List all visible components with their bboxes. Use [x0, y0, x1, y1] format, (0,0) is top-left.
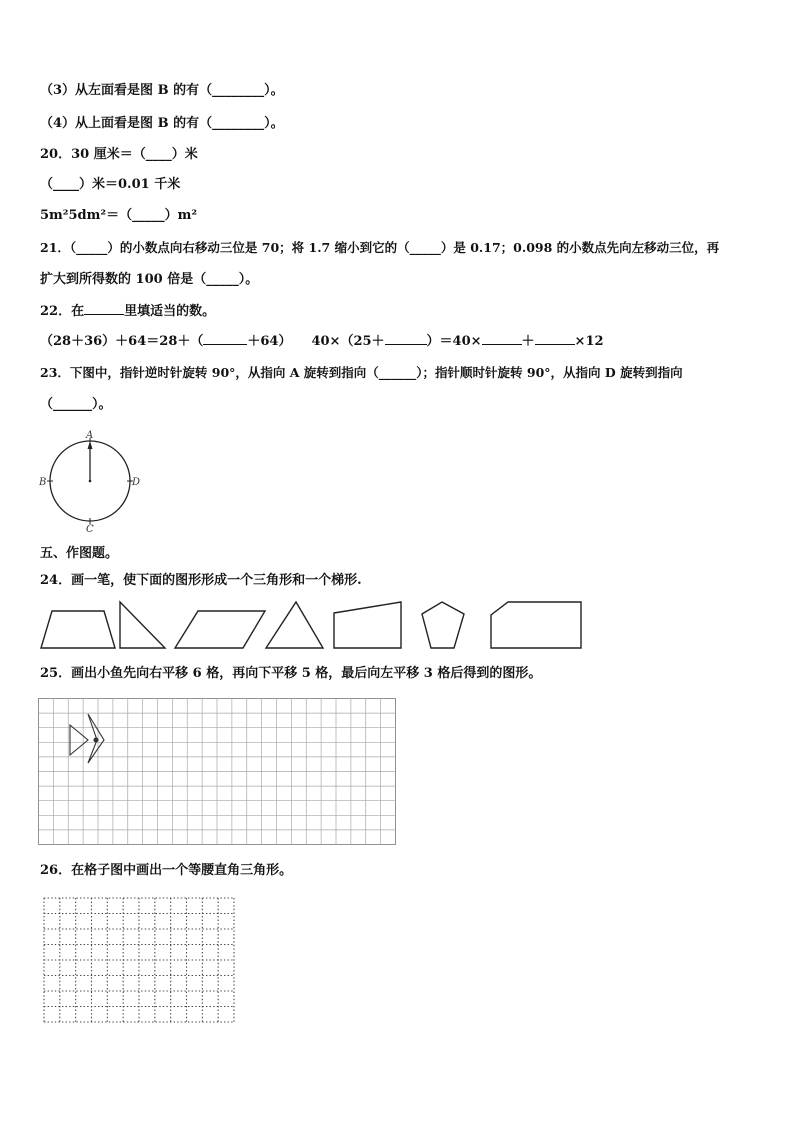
q20-line1: 20．30 厘米＝（____）米	[40, 147, 198, 162]
q22-expr1-b: ＋64）	[247, 334, 292, 349]
q22-expr2-a: 40×（25＋	[311, 334, 385, 349]
q22-title-post: 里填适当的数。	[124, 304, 216, 319]
q22-expr2-c: ＋	[521, 334, 535, 349]
q24-shapes	[38, 598, 588, 654]
pointer-center	[89, 480, 92, 483]
q21-line1: 21．（_____）的小数点向右移动三位是 70；将 1.7 缩小到它的（_____）是 0.17；0.098 的小数点先向左移动三位，再	[40, 240, 720, 255]
label-a: A	[86, 430, 94, 441]
q22-expressions	[40, 332, 604, 351]
answer-blank[interactable]	[482, 332, 522, 345]
answer-blank[interactable]	[535, 332, 575, 345]
label-d: D	[132, 477, 141, 488]
parallelogram-shape	[175, 611, 265, 648]
q26-dot-grid	[42, 896, 240, 1028]
q23-line2: （______）。	[40, 397, 112, 412]
pentagon-shape	[422, 602, 464, 648]
q19-item4: （4）从上面看是图 B 的有（________）。	[40, 116, 284, 131]
right-triangle-shape	[120, 602, 165, 648]
fish-eye	[94, 738, 98, 742]
cut-rectangle-shape	[491, 602, 581, 648]
clock-dial-figure	[38, 428, 148, 536]
section5-title: 五、作图题。	[40, 546, 119, 561]
q25-grid-figure	[38, 698, 398, 846]
fish-tail	[70, 725, 88, 755]
answer-blank[interactable]	[385, 332, 427, 345]
q20-line2: （____）米＝0.01 千米	[40, 177, 181, 192]
q23-line1: 23．下图中，指针逆时针旋转 90°，从指向 A 旋转到指向（______）；指针顺时针旋转 90°，从指向 D 旋转到指向	[40, 365, 683, 380]
label-c: C	[86, 524, 94, 535]
q22-expr2-b: ）＝40×	[426, 334, 482, 349]
q26-text: 26．在格子图中画出一个等腰直角三角形。	[40, 863, 293, 878]
quadrilateral-shape	[334, 602, 401, 648]
answer-blank[interactable]	[203, 332, 247, 345]
q21-line2: 扩大到所得数的 100 倍是（_____）。	[40, 272, 259, 287]
q22-expr2-d: ×12	[574, 334, 604, 349]
q22-title-pre: 22．在	[40, 304, 85, 319]
label-b: B	[39, 477, 47, 488]
fish-figure	[70, 714, 104, 763]
q22-title	[40, 302, 215, 321]
q22-expr1-a: （28＋36）＋64＝28＋（	[40, 334, 204, 349]
triangle-shape	[266, 602, 323, 648]
q24-text: 24．画一笔，使下面的图形形成一个三角形和一个梯形.	[40, 573, 362, 588]
trapezoid-shape	[41, 611, 115, 648]
answer-blank[interactable]	[84, 302, 124, 315]
q19-item3: （3）从左面看是图 B 的有（________）。	[40, 83, 284, 98]
q20-line3: 5m²5dm²＝（_____）m²	[40, 208, 198, 223]
q25-text: 25．画出小鱼先向右平移 6 格，再向下平移 5 格，最后向左平移 3 格后得到的图形。	[40, 666, 542, 681]
